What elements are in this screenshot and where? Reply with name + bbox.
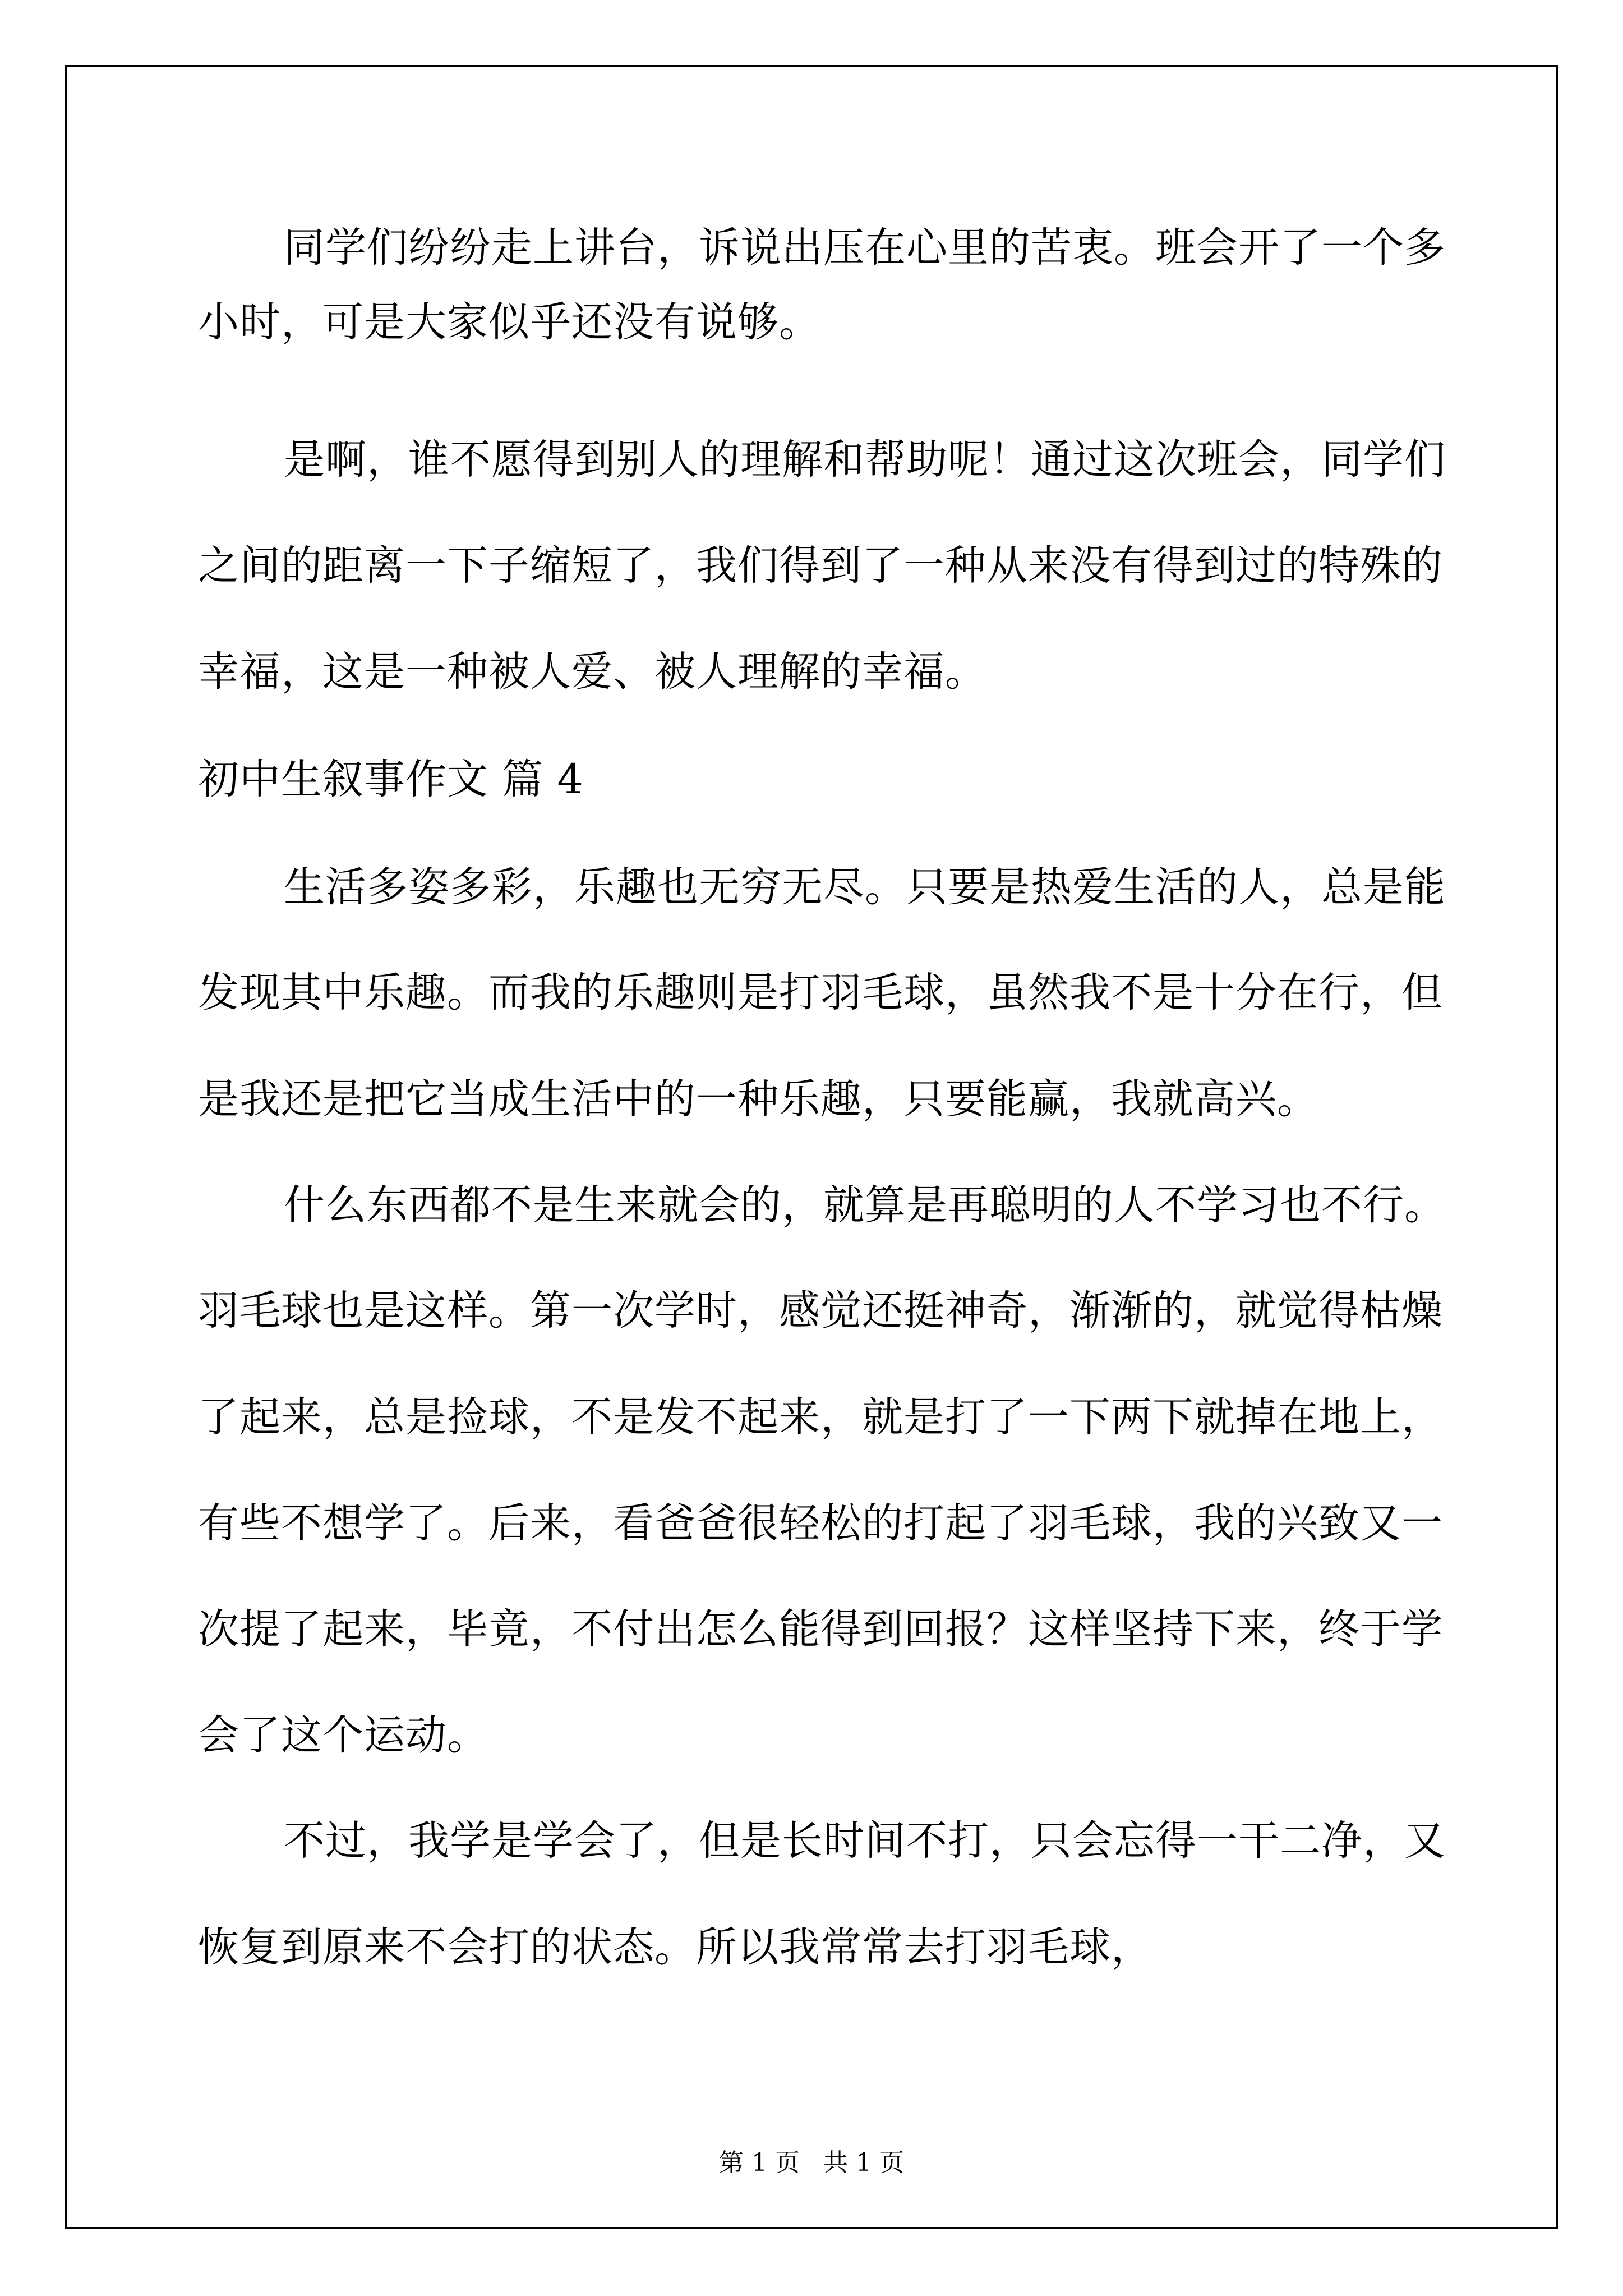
paragraph-1-line-1: 同学们纷纷走上讲台，诉说出压在心里的苦衷。班会开了一个多 (284, 224, 1446, 272)
paragraph-4-line-4: 有些不想学了。后来，看爸爸很轻松的打起了羽毛球，我的兴致又一 (198, 1499, 1443, 1547)
paragraph-3-line-3: 是我还是把它当成生活中的一种乐趣，只要能赢，我就高兴。 (198, 1075, 1318, 1123)
paragraph-5-line-2: 恢复到原来不会打的状态。所以我常常去打羽毛球， (198, 1924, 1152, 1971)
page-border (65, 65, 1558, 2229)
paragraph-3-line-2: 发现其中乐趣。而我的乐趣则是打羽毛球，虽然我不是十分在行，但 (198, 969, 1443, 1016)
paragraph-4-line-6: 会了这个运动。 (198, 1711, 488, 1759)
paragraph-2-line-1: 是啊，谁不愿得到别人的理解和帮助呢！通过这次班会，同学们 (284, 436, 1446, 484)
paragraph-5-line-1: 不过，我学是学会了，但是长时间不打，只会忘得一干二净，又 (284, 1817, 1446, 1865)
paragraph-4-line-5: 次提了起来，毕竟，不付出怎么能得到回报？这样坚持下来，终于学 (198, 1605, 1443, 1653)
paragraph-3-line-1: 生活多姿多彩，乐趣也无穷无尽。只要是热爱生活的人，总是能 (284, 863, 1446, 911)
paragraph-4-line-1: 什么东西都不是生来就会的，就算是再聪明的人不学习也不行。 (284, 1181, 1446, 1229)
page-footer: 第 1 页 共 1 页 (719, 2148, 904, 2177)
paragraph-1-line-2: 小时，可是大家似乎还没有说够。 (198, 298, 820, 346)
paragraph-2-line-2: 之间的距离一下子缩短了，我们得到了一种从来没有得到过的特殊的 (198, 542, 1443, 590)
paragraph-4-line-2: 羽毛球也是这样。第一次学时，感觉还挺神奇，渐渐的，就觉得枯燥 (198, 1287, 1443, 1335)
paragraph-2-line-3: 幸福，这是一种被人爱、被人理解的幸福。 (198, 648, 986, 696)
section-heading: 初中生叙事作文 篇 4 (198, 756, 584, 803)
paragraph-4-line-3: 了起来，总是捡球，不是发不起来，就是打了一下两下就掉在地上， (198, 1393, 1443, 1441)
